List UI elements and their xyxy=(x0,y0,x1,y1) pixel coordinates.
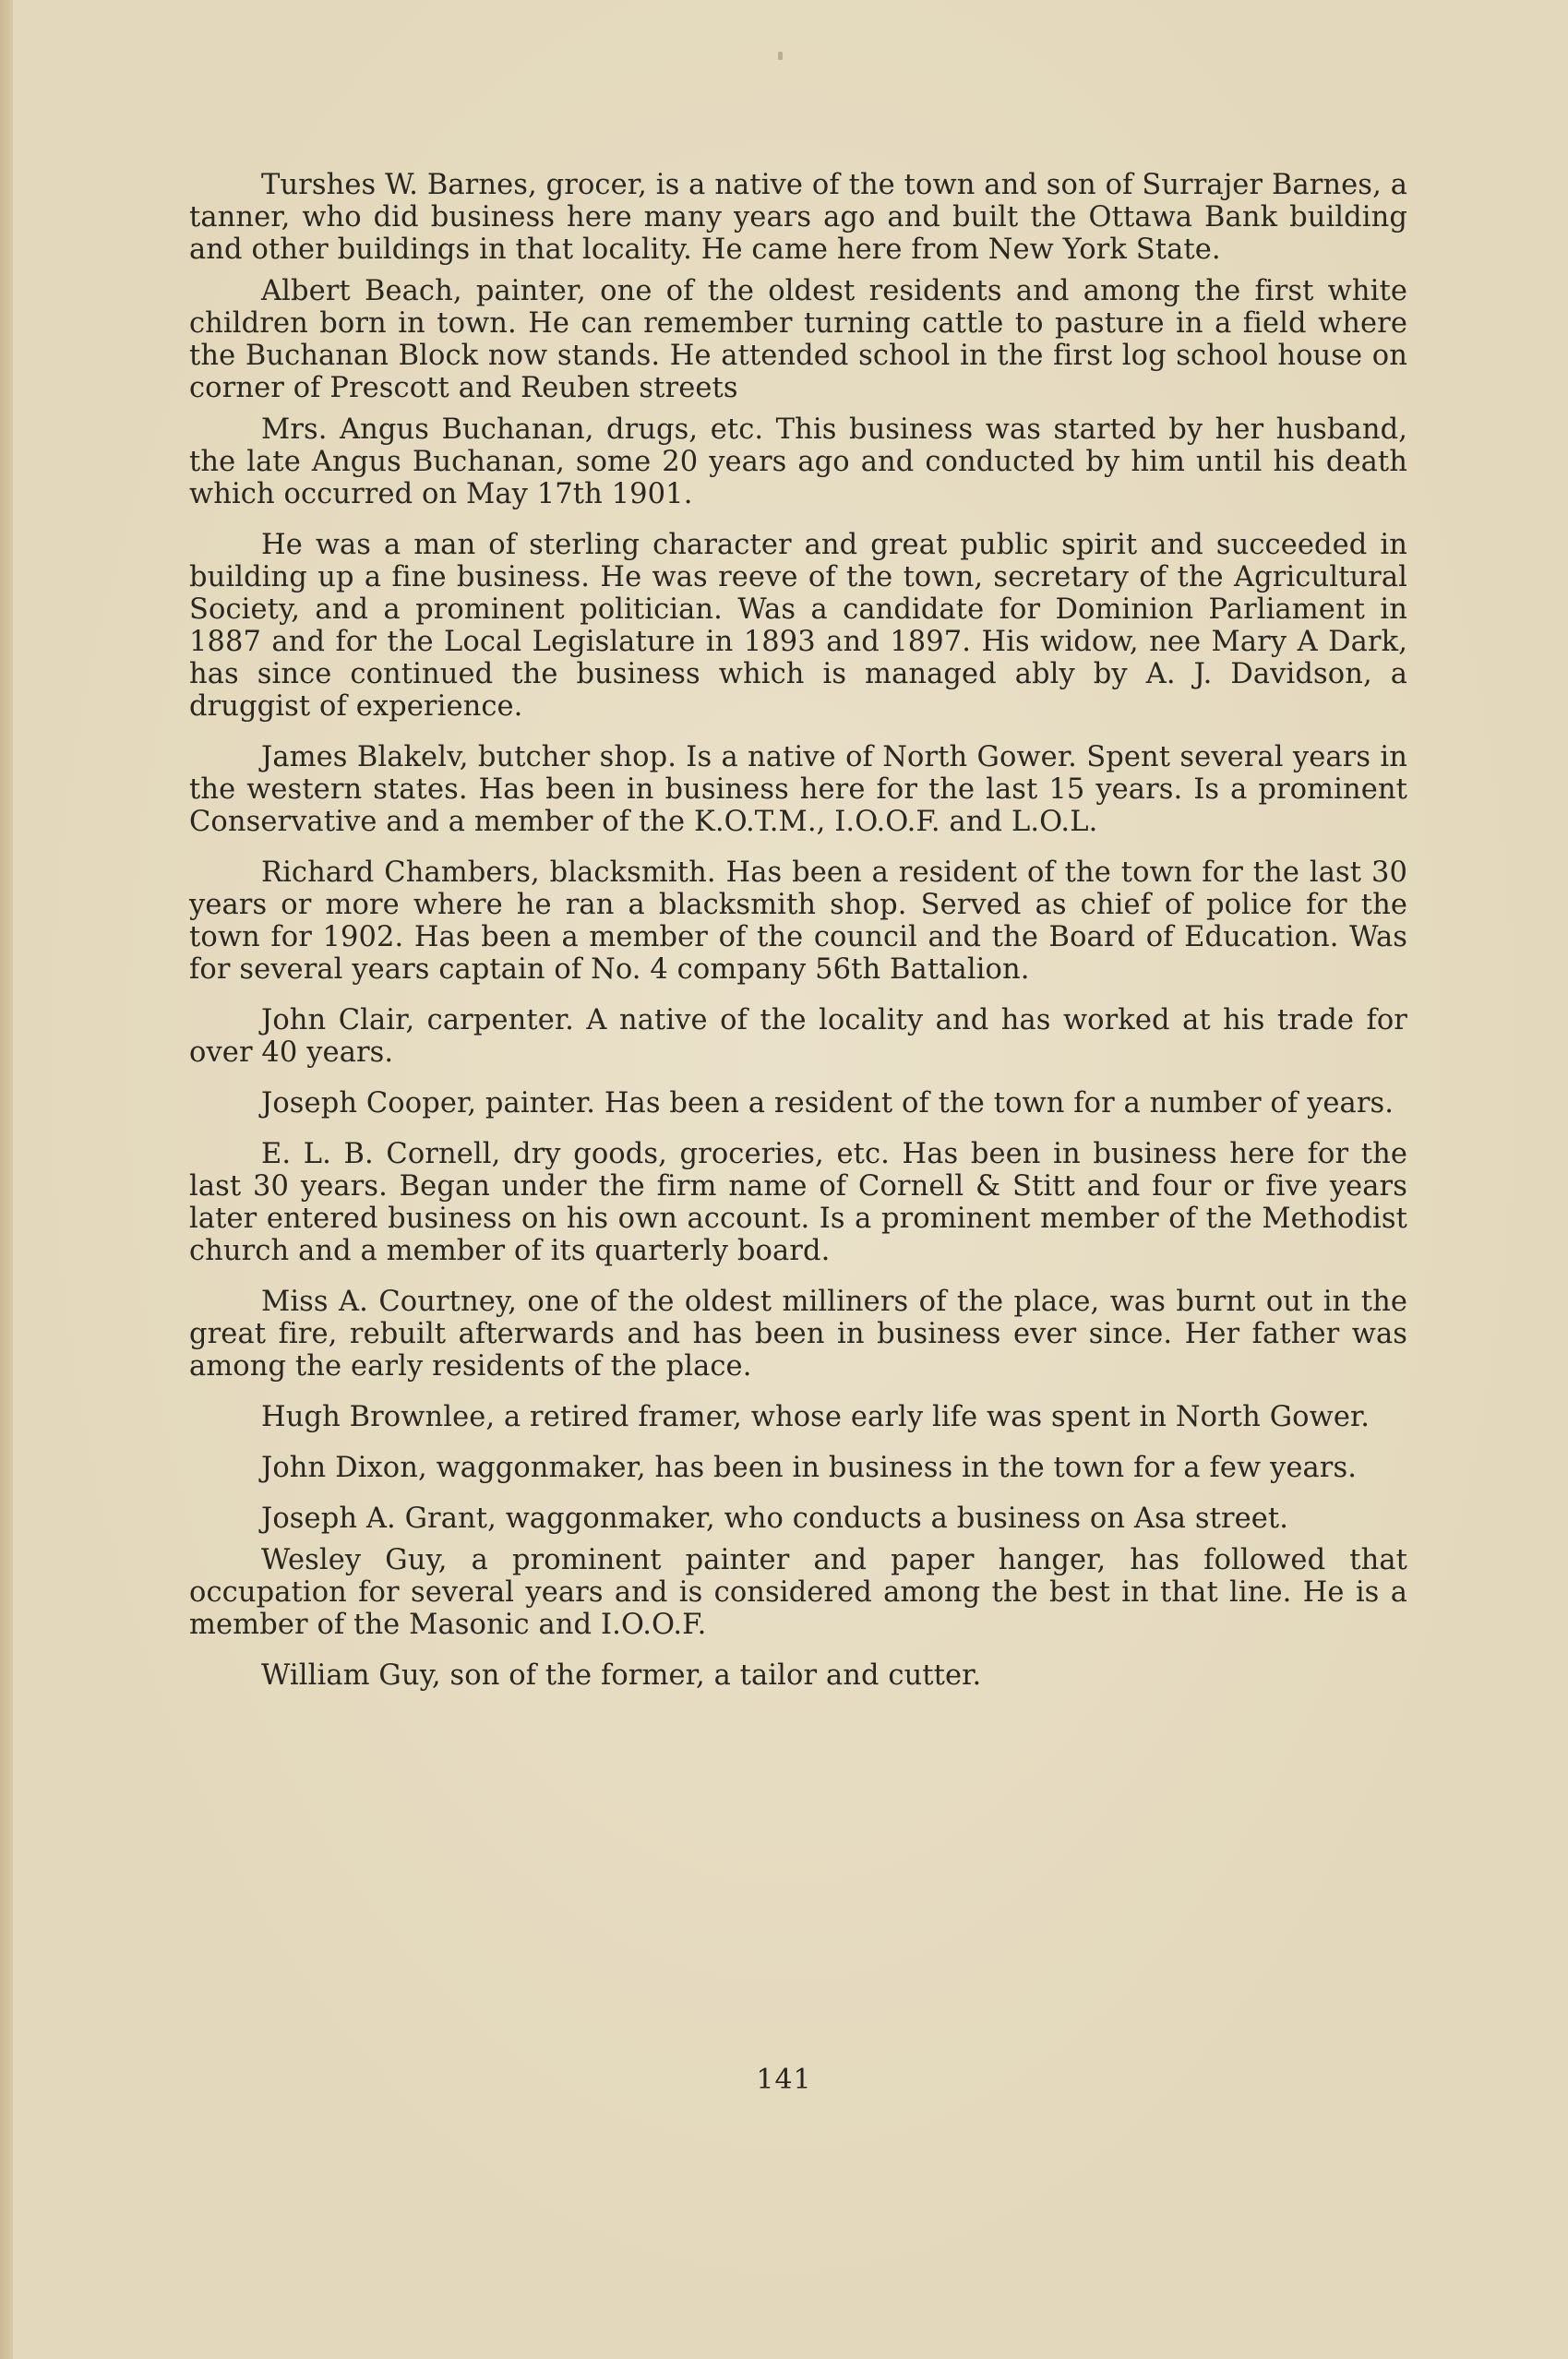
entry-dixon: John Dixon, waggonmaker, has been in business in the town for a few years. xyxy=(261,1452,1358,1484)
page-number: 141 xyxy=(756,2064,812,2096)
book-gutter-edge xyxy=(0,0,13,2359)
entry-buchanan-continued: He was a man of sterling character and great public spirit and succeeded in building up a fine business. He was reeve of the town, secretary of the Agricultural Society, and a prominent politician. Was a candidate for Dominion Parliament in 1887 and for the Local Legislature in 1893 and 1897. His widow, nee Mary A Dark, has since continued the business which is managed ably by A. J. Davidson, a druggist of experience. xyxy=(189,529,1407,723)
ink-speck xyxy=(778,52,783,60)
entry-brownlee: Hugh Brownlee, a retired framer, whose early life was spent in North Gower. xyxy=(261,1401,1371,1433)
entry-chambers: Richard Chambers, blacksmith. Has been a resident of the town for the last 30 years or more where he ran a blacksmith shop. Served as chief of police for the town for 1902. Has been a member of the council and the Board of Education. Was for several years captain of No. 4 company 56th Battalion. xyxy=(189,856,1407,986)
entry-clair: John Clair, carpenter. A native of the locality and has worked at his trade for over 40 years. xyxy=(189,1004,1407,1069)
entry-barnes: Turshes W. Barnes, grocer, is a native of the town and son of Surrajer Barnes, a tanner, who did business here many years ago and built the Ottawa Bank building and other buildings in that locality. He came here from New York State. xyxy=(189,169,1407,266)
entry-wesley-guy: Wesley Guy, a prominent painter and paper hanger, has followed that occupation for several years and is considered among the best in that line. He is a member of the Masonic and I.O.O.F. xyxy=(189,1544,1407,1641)
entry-courtney: Miss A. Courtney, one of the oldest milliners of the place, was burnt out in the great fire, rebuilt afterwards and has been in business ever since. Her father was among the early residents of the place. xyxy=(189,1286,1407,1383)
entry-buchanan: Mrs. Angus Buchanan, drugs, etc. This business was started by her husband, the late Angus Buchanan, some 20 years ago and conducted by him until his death which occurred on May 17th 1901. xyxy=(189,413,1407,510)
entry-beach: Albert Beach, painter, one of the oldest residents and among the first white children born in town. He can remember turning cattle to pasture in a field where the Buchanan Block now stands. He attended school in the first log school house on corner of Prescott and Reuben streets xyxy=(189,275,1407,404)
page-body xyxy=(189,169,1407,1710)
entry-cornell: E. L. B. Cornell, dry goods, groceries, etc. Has been in business here for the last 30 years. Began under the firm name of Cornell & Stitt and four or five years later entered business on his own account. Is a prominent member of the Methodist church and a member of its quarterly board. xyxy=(189,1138,1407,1267)
entry-grant: Joseph A. Grant, waggonmaker, who conducts a business on Asa street. xyxy=(261,1503,1289,1535)
entry-cooper: Joseph Cooper, painter. Has been a resident of the town for a number of years. xyxy=(261,1087,1394,1120)
entry-william-guy: William Guy, son of the former, a tailor and cutter. xyxy=(261,1659,982,1692)
entry-blakelv: James Blakelv, butcher shop. Is a native of North Gower. Spent several years in the western states. Has been in business here for the last 15 years. Is a prominent Conservative and a member of the K.O.T.M., I.O.O.F. and L.O.L. xyxy=(189,741,1407,838)
